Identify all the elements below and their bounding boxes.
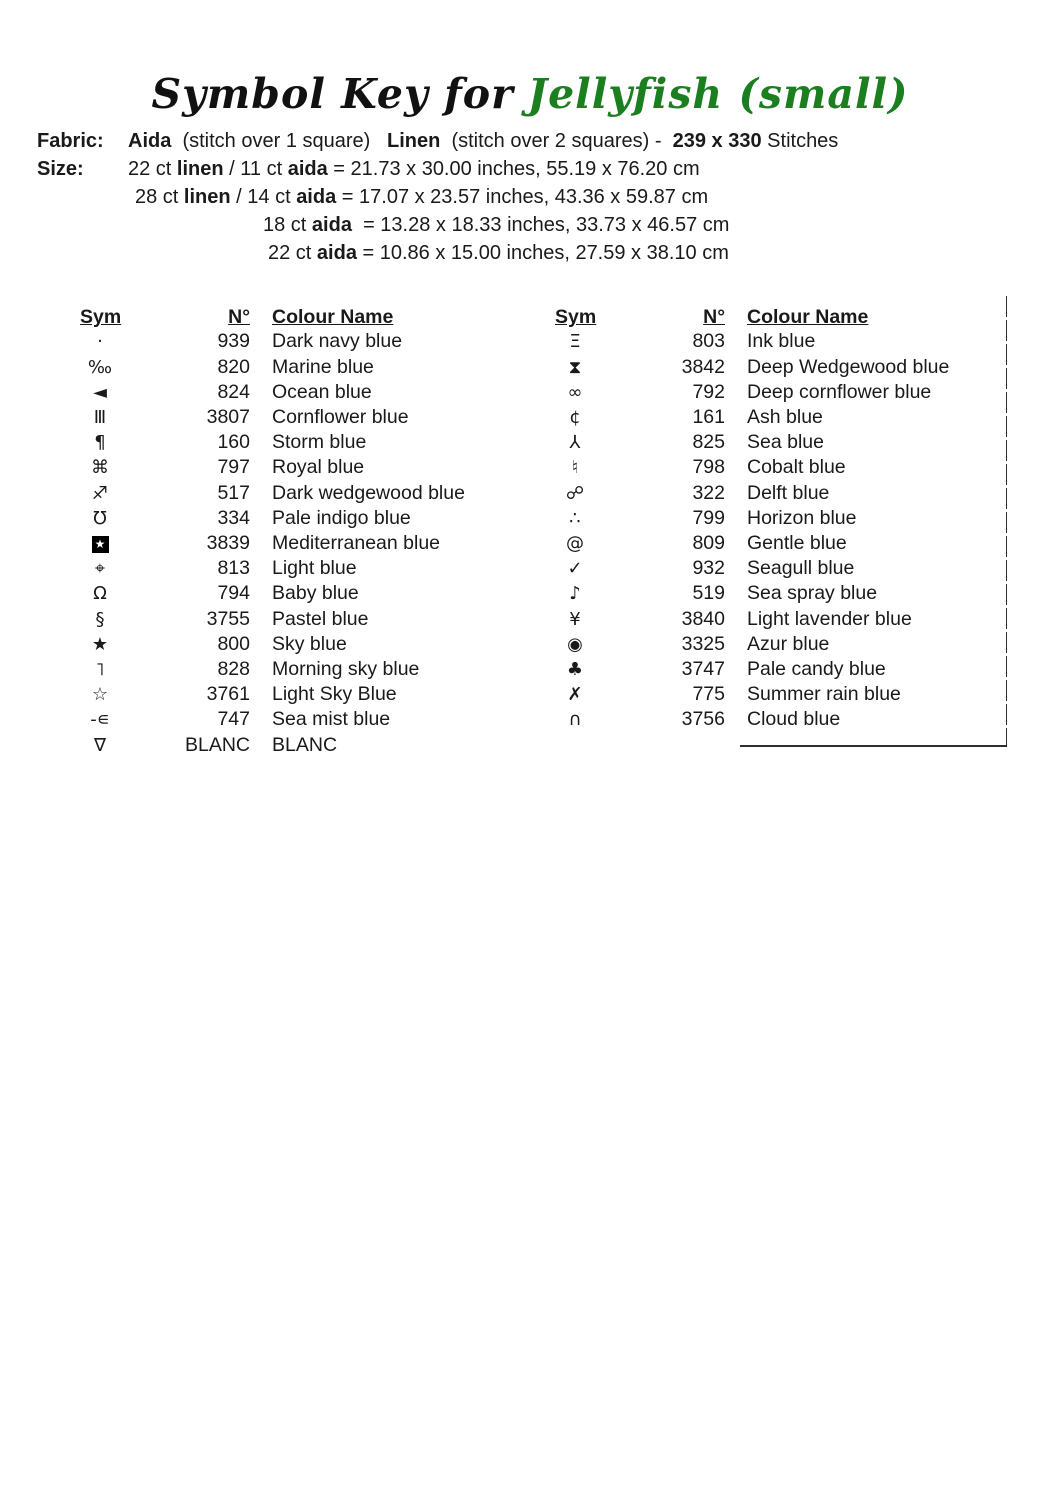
thread-number-cell: 799: [692, 506, 725, 529]
key-row: [80, 380, 515, 405]
text-segment: (stitch over 2 squares) -: [440, 130, 673, 153]
text-segment: Linen: [386, 130, 441, 153]
key-row: [555, 455, 1002, 480]
colour-name-cell: Storm blue: [272, 431, 367, 454]
colour-name-cell: Cobalt blue: [747, 456, 846, 479]
thread-number-cell: 825: [692, 431, 725, 454]
fabric-line: [37, 127, 1060, 155]
colour-name-cell: Ocean blue: [272, 380, 372, 403]
key-row: [80, 455, 515, 480]
symbol-cell: Ξ: [569, 331, 581, 353]
symbol-cell: ✓: [567, 558, 583, 580]
key-column-left: [80, 305, 515, 758]
colour-name-cell: Royal blue: [272, 456, 365, 479]
thread-number-cell: 3761: [206, 683, 250, 706]
symbol-cell: ☍: [565, 482, 585, 504]
text-segment: 22 ct: [268, 242, 317, 265]
symbol-cell: ◄: [93, 381, 107, 403]
thread-number-cell: 939: [217, 330, 250, 353]
text-segment: 239 x 330: [672, 130, 762, 153]
key-rows-left: [80, 329, 515, 757]
colour-name-cell: Deep cornflower blue: [747, 380, 932, 403]
key-row: [80, 632, 515, 657]
thread-number-cell: 3755: [206, 607, 250, 630]
thread-number-cell: 797: [217, 456, 250, 479]
symbol-cell: Ω: [93, 583, 107, 605]
thread-number-cell: 322: [692, 481, 725, 504]
text-segment: 22 ct: [128, 158, 177, 181]
header-colour-name: Colour Name: [272, 306, 394, 329]
size-line: [135, 183, 1060, 211]
symbol-cell: ♮: [571, 457, 579, 479]
colour-name-cell: Mediterranean blue: [272, 531, 441, 554]
thread-number-cell: 3807: [206, 405, 250, 428]
symbol-cell: ·: [97, 331, 103, 353]
key-row: [555, 707, 1002, 732]
key-row: [555, 405, 1002, 430]
thread-number-cell: 792: [692, 380, 725, 403]
symbol-cell: Ⅲ: [93, 406, 107, 428]
colour-name-cell: Deep Wedgewood blue: [747, 355, 950, 378]
key-row: [80, 733, 515, 758]
key-row: [555, 355, 1002, 380]
colour-name-cell: Baby blue: [272, 582, 359, 605]
symbol-cell: ★: [91, 633, 109, 655]
thread-number-cell: 809: [692, 531, 725, 554]
text-segment: aida: [287, 158, 328, 181]
symbol-cell: ¥: [569, 608, 581, 630]
thread-number-cell: 161: [692, 405, 725, 428]
key-row: [80, 607, 515, 632]
colour-name-cell: Pastel blue: [272, 607, 369, 630]
colour-name-cell: Summer rain blue: [747, 683, 901, 706]
text-segment: = 13.28 x 18.33 inches, 33.73 x 46.57 cm: [351, 214, 730, 237]
key-row: [80, 531, 515, 556]
colour-name-cell: Ash blue: [747, 405, 823, 428]
key-row: [555, 380, 1002, 405]
thread-number-cell: 3747: [681, 657, 725, 680]
symbol-cell: ♐: [91, 482, 109, 504]
table-right-border: [1006, 296, 1007, 746]
boxed-symbol: ★: [92, 536, 109, 553]
table-bottom-border: [740, 745, 1007, 747]
symbol-cell: ⌖: [94, 558, 106, 580]
fabric-label: Fabric:: [37, 130, 104, 153]
title-prefix: Symbol Key for: [151, 70, 514, 118]
text-segment: aida: [296, 186, 337, 209]
key-row: [80, 556, 515, 581]
symbol-cell: ∇: [93, 734, 107, 756]
colour-name-cell: Sea spray blue: [747, 582, 878, 605]
key-row: [80, 506, 515, 531]
thread-number-cell: 800: [217, 632, 250, 655]
colour-name-cell: Dark navy blue: [272, 330, 403, 353]
key-row: [555, 506, 1002, 531]
key-row: [555, 430, 1002, 455]
text-segment: (stitch over 1 square): [171, 130, 387, 153]
symbol-cell: §: [95, 608, 105, 630]
text-segment: Stitches: [761, 130, 839, 153]
key-row: [555, 531, 1002, 556]
key-row: [555, 481, 1002, 506]
text-segment: = 17.07 x 23.57 inches, 43.36 x 59.87 cm: [336, 186, 709, 209]
colour-name-cell: Pale indigo blue: [272, 506, 411, 529]
symbol-cell: ⌘: [91, 457, 109, 479]
thread-number-cell: 3325: [681, 632, 725, 655]
symbol-cell: ∩: [568, 709, 582, 731]
thread-number-cell: 824: [217, 380, 250, 403]
thread-number-cell: 334: [217, 506, 250, 529]
size-label: Size:: [37, 158, 84, 181]
colour-name-cell: Ink blue: [747, 330, 816, 353]
title-pattern-name: Jellyfish (small): [527, 70, 909, 118]
colour-name-cell: Light Sky Blue: [272, 683, 397, 706]
thread-number-cell: 517: [217, 481, 250, 504]
key-row: [555, 556, 1002, 581]
key-row: [80, 481, 515, 506]
thread-number-cell: 932: [692, 557, 725, 580]
size-lines: [128, 155, 1060, 267]
colour-name-cell: Cloud blue: [747, 708, 841, 731]
colour-name-cell: Dark wedgewood blue: [272, 481, 465, 504]
symbol-cell: ◉: [567, 633, 583, 655]
thread-number-cell: 3839: [206, 531, 250, 554]
text-segment: = 10.86 x 15.00 inches, 27.59 x 38.10 cm: [356, 242, 729, 265]
thread-number-cell: 3840: [681, 607, 725, 630]
thread-number-cell: 775: [692, 683, 725, 706]
key-row: [80, 682, 515, 707]
key-column-right: [555, 305, 1002, 758]
thread-number-cell: 813: [217, 557, 250, 580]
text-segment: Aida: [128, 130, 172, 153]
colour-name-cell: Delft blue: [747, 481, 830, 504]
symbol-cell: ⅄: [569, 432, 581, 454]
key-row: [80, 707, 515, 732]
symbol-cell: @: [566, 532, 584, 554]
header-colour-name: Colour Name: [747, 306, 869, 329]
pattern-meta: [0, 127, 1060, 267]
colour-name-cell: Horizon blue: [747, 506, 857, 529]
colour-name-cell: Pale candy blue: [747, 657, 886, 680]
key-row: [555, 581, 1002, 606]
key-row: [555, 329, 1002, 354]
key-row: [80, 355, 515, 380]
key-row: [555, 657, 1002, 682]
symbol-cell: ♣: [566, 658, 584, 680]
key-row: [555, 632, 1002, 657]
size-line: [268, 239, 1060, 267]
key-header-row: [555, 305, 1002, 329]
text-segment: aida: [316, 242, 357, 265]
key-row: [555, 682, 1002, 707]
symbol-cell: ¢: [569, 406, 581, 428]
symbol-cell: -∊: [90, 709, 110, 731]
symbol-cell: ☆: [91, 684, 109, 706]
size-line: [263, 211, 1060, 239]
colour-name-cell: Morning sky blue: [272, 657, 420, 680]
colour-name-cell: Seagull blue: [747, 557, 855, 580]
key-row: [80, 329, 515, 354]
text-segment: 18 ct: [263, 214, 312, 237]
colour-name-cell: Light lavender blue: [747, 607, 912, 630]
symbol-cell: ‰: [87, 356, 113, 378]
colour-name-cell: Sea blue: [747, 431, 824, 454]
thread-number-cell: 803: [692, 330, 725, 353]
key-row: [80, 657, 515, 682]
symbol-key-table: [0, 305, 1060, 758]
size-line: [128, 155, 1060, 183]
thread-number-cell: 794: [217, 582, 250, 605]
text-segment: linen: [176, 158, 224, 181]
colour-name-cell: Sky blue: [272, 632, 347, 655]
key-rows-right: [555, 329, 1002, 732]
text-segment: / 14 ct: [230, 186, 297, 209]
symbol-cell: ∞: [567, 381, 583, 403]
colour-name-cell: Gentle blue: [747, 531, 847, 554]
colour-name-cell: Cornflower blue: [272, 405, 409, 428]
colour-name-cell: Light blue: [272, 557, 357, 580]
thread-number-cell: 160: [217, 431, 250, 454]
symbol-cell: ♪: [569, 583, 581, 605]
thread-number-cell: 3756: [681, 708, 725, 731]
key-row: [555, 607, 1002, 632]
symbol-cell: ∴: [569, 507, 581, 529]
header-number: N°: [703, 306, 725, 329]
symbol-cell: ✗: [567, 684, 583, 706]
page-title: [0, 0, 1060, 117]
thread-number-cell: 820: [217, 355, 250, 378]
thread-number-cell: 3842: [681, 355, 725, 378]
key-row: [80, 581, 515, 606]
thread-number-cell: 828: [217, 657, 250, 680]
colour-name-cell: Azur blue: [747, 632, 830, 655]
key-header-row: [80, 305, 515, 329]
key-row: [80, 405, 515, 430]
thread-number-cell: 519: [692, 582, 725, 605]
header-sym: Sym: [80, 306, 122, 329]
symbol-cell: ˥: [95, 658, 105, 680]
colour-name-cell: Marine blue: [272, 355, 374, 378]
thread-number-cell: 798: [692, 456, 725, 479]
symbol-cell: [80, 532, 120, 556]
text-segment: linen: [183, 186, 231, 209]
text-segment: = 21.73 x 30.00 inches, 55.19 x 76.20 cm: [327, 158, 700, 181]
thread-number-cell: BLANC: [184, 733, 250, 756]
symbol-cell: ℧: [93, 507, 107, 529]
text-segment: / 11 ct: [223, 158, 288, 181]
text-segment: 28 ct: [135, 186, 184, 209]
colour-name-cell: BLANC: [272, 733, 338, 756]
size-block: [37, 155, 1060, 267]
symbol-cell: ¶: [94, 432, 106, 454]
colour-name-cell: Sea mist blue: [272, 708, 391, 731]
thread-number-cell: 747: [217, 708, 250, 731]
header-sym: Sym: [555, 306, 597, 329]
fabric-details: [128, 127, 838, 155]
text-segment: aida: [311, 214, 352, 237]
header-number: N°: [228, 306, 250, 329]
key-row: [80, 430, 515, 455]
symbol-cell: ⧗: [568, 356, 582, 378]
